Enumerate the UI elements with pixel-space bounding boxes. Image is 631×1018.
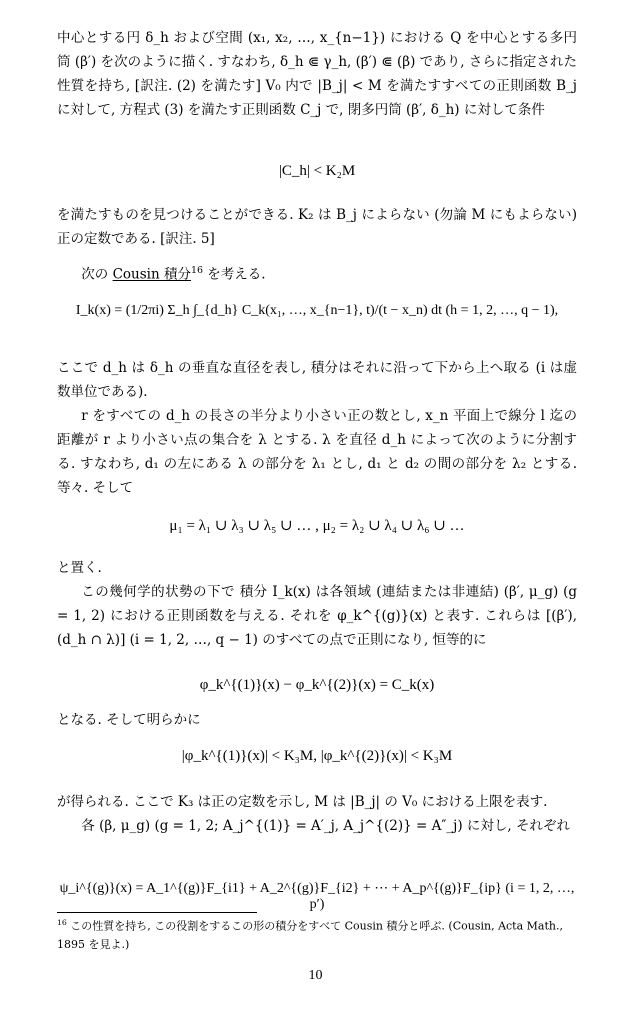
paragraph-6: と置く. xyxy=(57,560,102,576)
equation-1: |C_h| < K₂M xyxy=(278,163,356,179)
footnote-text: この性質を持ち, この役割をするこの形の積分をすべて Cousin 積分と呼ぶ. (Cousin, Acta Math., 1895 を見よ.) xyxy=(57,919,563,951)
body-text-4 xyxy=(57,556,577,652)
footnote-mark: 16 xyxy=(57,918,67,927)
page-number: 10 xyxy=(308,968,323,983)
footnote-rule xyxy=(57,912,257,913)
paragraph-8: となる. そして明らかに xyxy=(57,712,201,728)
body-text-2 xyxy=(57,203,577,287)
paragraph-1: 中心とする円 δ_h および空間 (x₁, x₂, …, x_{n−1}) における Q を中心とする多円筒 (β′) を次のように描く. すなわち, δ_h ⋐ γ_h, (β′) ⋐ (β) であり, さらに指定された性質を持ち, [訳注. (2) を満たす] V₀ 内で |B_j| < M を満たすすべての正則函数 B_j に対して, 方程式 (3) を満たす正則函数 C_j で, 閉多円筒 (β′, δ_h) に対して条件 xyxy=(57,30,577,118)
equation-6: ψ_i^{(g)}(x) = A_1^{(g)}F_{i1} + A_2^{(g)}F_{i2} + ⋯ + A_p^{(g)}F_{ip} (i = 1, 2, …, p′) xyxy=(59,881,575,912)
paragraph-3: 次の Cousin 積分$^{16}$ を考える. xyxy=(81,265,266,283)
equation-3: μ₁ = λ₁ ∪ λ₃ ∪ λ₅ ∪ … , μ₂ = λ₂ ∪ λ₄ ∪ λ₆ ∪ … xyxy=(169,518,465,534)
paragraph-10: 各 (β, μ_g) (g = 1, 2; A_j^{(1)} = A′_j, A_j^{(2)} = A″_j) に対し, それぞれ xyxy=(81,818,570,834)
paragraph-7: この幾何学的状勢の下で 積分 I_k(x) は各領域 (連結または非連結) (β′, μ_g) (g = 1, 2) における正則函数を与える. それを φ_k^{(g)}(x) と表す. これらは [(β′), (d_h ∩ λ)] (i = 1, 2, …, q − 1) のすべての点で正則になり, 恒等的に xyxy=(57,584,577,648)
footnote xyxy=(57,914,577,954)
body-text-top xyxy=(57,26,577,122)
paragraph-9: が得られる. ここで K₃ は正の定数を示し, M は |B_j| の V₀ における上限を表す. xyxy=(57,794,548,810)
body-text-6 xyxy=(57,790,577,838)
paragraph-2: を満たすものを見つけることができる. K₂ は B_j によらない (勿論 M にもよらない) 正の定数である. [訳注. 5] xyxy=(57,207,577,247)
equation-2: I_k(x) = (1/2πi) Σ_h ∫_{d_h} C_k(x₁, …, x_{n−1}, t)/(t − x_n) dt (h = 1, 2, …, q − 1), xyxy=(75,303,559,318)
cousin-integral-term: Cousin 積分 xyxy=(112,266,191,283)
equation-4: φ_k^{(1)}(x) − φ_k^{(2)}(x) = C_k(x) xyxy=(199,677,435,693)
footnote-ref: 16 xyxy=(190,265,203,276)
paragraph-4: ここで d_h は δ_h の垂直な直径を表し, 積分はそれに沿って下から上へ取る (i は虚数単位である). xyxy=(57,360,577,400)
body-text-3 xyxy=(57,356,577,500)
equation-5: |φ_k^{(1)}(x)| < K₃M, |φ_k^{(2)}(x)| < K₃M xyxy=(181,748,453,764)
body-text-5 xyxy=(57,708,577,732)
paragraph-5: r をすべての d_h の長さの半分より小さい正の数とし, x_n 平面上で線分 l 迄の距離が r より小さい点の集合を λ とする. λ を直径 d_h によって次のように分割する. すなわち, d₁ の左にある λ の部分を λ₁ とし, d₁ と d₂ の間の部分を λ₂ とする. 等々. そして xyxy=(57,408,577,496)
